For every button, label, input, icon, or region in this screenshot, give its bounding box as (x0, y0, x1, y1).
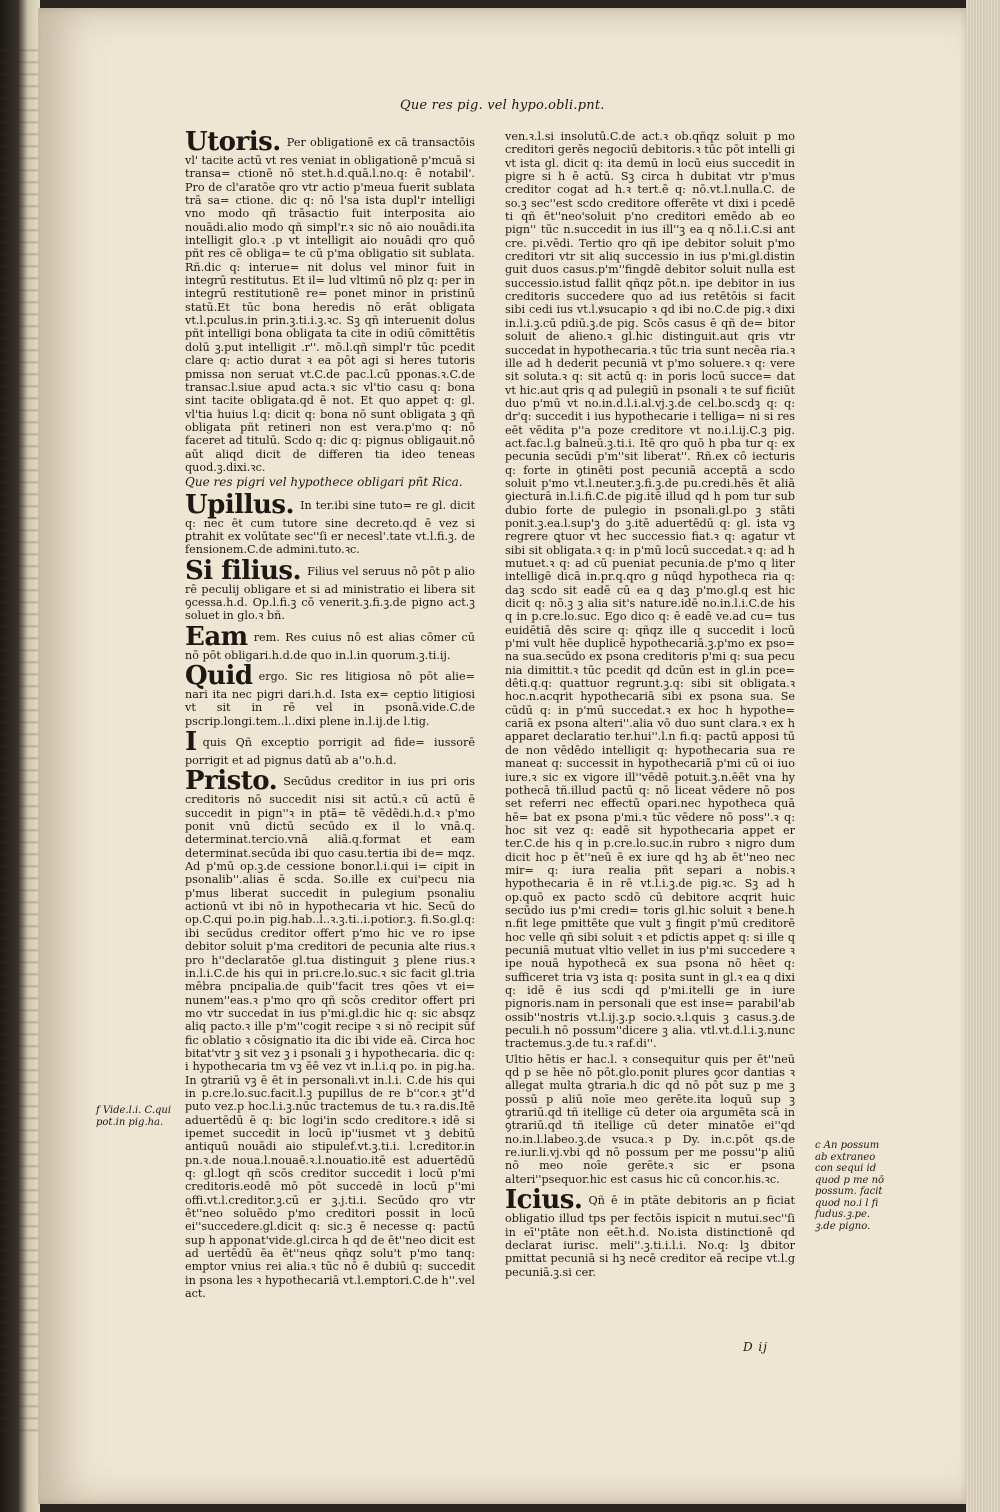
paragraph (185, 621, 475, 662)
section-rubric: Que res pigri vel hypothece obligari pñt Rica. (185, 475, 463, 490)
paragraph-text: In ter.ibi sine tuto= re gl. dicit q: nec ēt cum tutore sine decreto.qd ē vez si ꝑtrahit ex volūtate sec''ſi er necesl'.tate vt.l.fi.ꝫ. de fensionem.C.de admini.tuto.ꝛc. (185, 498, 475, 557)
paragraph (185, 727, 475, 768)
paragraph (505, 1053, 795, 1186)
paragraph (185, 489, 475, 557)
paragraph (185, 661, 475, 728)
lemma-heading: Pristo. (185, 766, 278, 797)
paragraph-text: quis Qñ exceptio porrigit ad fide= iussorē porrigit et ad pignus datū ab a''o.h.d. (185, 736, 475, 768)
margin-note-right: c An possum ab extraneo con sequi id quod p me nō possum. facit quod no.i l fi fudus.ꝫ.pe. ꝫ.de pigno. (815, 1140, 885, 1232)
paragraph (185, 766, 475, 1301)
left-column (185, 130, 475, 1370)
previous-page-edge (0, 40, 40, 1440)
paragraph (505, 1185, 795, 1279)
paragraph-text: ergo. Sic res litigiosa nō pōt alie= nari ita nec pigri dari.h.d. Ista ex= ceptio litigiosi vt sit in rē vel in psonā.vide.C.de pscrip.longi.tem..l..dixi plene in.l.ij.de l.tig. (185, 670, 475, 728)
lemma-heading: Eam (185, 621, 248, 652)
paragraph-text: rem. Res cuius nō est alias cōmer cū nō pōt obligari.h.d.de quo in.l.in quorum.ꝫ.ti.ij. (185, 630, 475, 662)
paragraph-text: Secūdus creditor in ius pri oris creditoris nō succedit nisi sit actū.ꝛ cū actū ē succedit in pign''ꝛ in ptā= tē vēdēdi.h.d.ꝛ p'mo ponit vnū dictū secūdo ex il lo vnā.q. determinat.tercio.vnā aliā.q.format et eam determinat.secūda ibi quo casu.tertia ibi de= mqz. Ad p'mū op.ꝫ.de cessione bonor.l.i.qui i= cipit in psonalib''.alias ē scda. So.ille ex cui'pecu nia p'mus liberat succedit in pulegium psonaliu actionū vt ibi nō in hypothecaria vt hic. Secū do op.C.qui po.in pig.hab..l..ꝛ.ꝫ.ti..i.potior.ꝫ. fi.So.gl.q: ibi secūdus creditor offert p'mo hic ve ro ipse debitor soluit p'ma creditori de pecunia alte rius.ꝛ pro h''declaratōe gl.tua distinguit ꝫ plene rius.ꝛ in.l.i.C.de his qui in pri.cre.lo.suc.ꝛ sic facit gl.tria mēbra pncipalia.de quib''facit tres qōes vt ei= nunem''eas.ꝛ p'mo qro qñ scōs creditor offert pri mo vtr succedat in ius p'mi.gl.dic hic q: sic absqz aliq pacto.ꝛ ille p'm''cogit recipe ꝛ si nō recipit sūf fic oblatio ꝛ cōsignatio ita dic ibi vide eā. Circa hoc bitat'vtr ꝫ sit vez ꝫ i psonali ꝫ i hypothecaria. dic q: i hypothecaria tm vꝫ ēē vez vt in.l.i.q po. in pig.ha. In ꝯtrariū vꝫ ē ēt in personali.vt in.l.i. C.de his qui in p.cre.lo.suc.facit.l.ꝫ pupillus de re b''cor.ꝛ ꝫt''d puto vez.p hoc.l.i.ꝫ.nūc tractemus de tu.ꝛ ra.dis.Itē aduertēdū ē q: bic logi'in scdo creditore.ꝛ idē si ipemet succedit in locū ip''iusmet vt ꝫ debitū antiquū nouādi aio stipulef.vt.ꝫ.ti.i. l.creditor.in pn.ꝛ.de noua.l.nouaē.ꝛ.l.nouatio.itē est aduertēdū q: gl.logt qñ scōs creditor succedit i locū p'mi creditoris.eodē mō pōt succedē in locū p''mi offi.vt.l.creditor.ꝫ.cū er ꝫ.j.ti.i. Secūdo qro vtr ēt''neo soluēdo p'mo creditori possit in locū ei''succedere.gl.dicit q: sic.ꝫ ē necesse q: pactū sup h apponat'vide.gl.circa h qd de ēt''neo dicit est ad uertēdū ēa ēt''neus qñqz solu't p'mo tanq: emptor vnius rei alia.ꝛ tūc nō ē dubiū q: succedit in psona les ꝛ hypothecariā vt.l.emptori.C.de h''.vel act. (185, 775, 475, 1301)
signature-mark: D ij (743, 1340, 768, 1354)
running-head: Que res pig. vel hypo.obli.pnt. (400, 98, 605, 113)
right-column (505, 130, 795, 1370)
paragraph-text: ven.ꝛ.l.si insolutū.C.de act.ꝛ ob.qñqz soluit p mo creditori gerēs negociū debitoris.ꝛ tūc pōt intelli gi vt ista gl. dicit q: ita demū in locū eius succedit in pigre si h ē actū. Sꝫ circa h dubitat vtr p'mus creditor cogat ad h.ꝛ tert.ē q: nō.vt.l.nulla.C. de so.ꝫ sec''est scdo creditore offerēte vt dixi i pcedē ti qñ ēt''neo'soluit p'no creditori emēdo ab eo pign'' tūc n.succedit in ius ill''ꝫ ea q nō.l.i.C.si ant cre. pi.vēdi. Tertio qro qñ ipe debitor soluit p'mo creditori vtr sit aliq successio in ius p'mi.gl.distin guit duos casus.p'm''fingdē debitor soluit nulla est successio.istud fallit qñqz pōt.n. ipe debitor in ius creditoris succedere quo ad ius retētōis si facit sibi cedi ius vt.l.ꝟsucapio ꝛ qd ibi no.C.de pig.ꝛ dixi in.l.i.ꝫ.cū pdiū.ꝫ.de pig. Scōs casus ē qñ de= bitor soluit de alieno.ꝛ gl.hic distinguit.aut qris vtr succedat in hypothecaria.ꝛ tūc tria sunt necēa ria.ꝛ ille ad h dederit pecuniā vt p'mo soluere.ꝛ q: vere sit soluta.ꝛ q: sit actū q: in poris locū succe= dat vt hic.aut qris q ad pulegiū in psonali ꝛ te suf ficiūt duo p'mū vt no.in.d.l.i.al.vj.ꝫ.de cel.bo.scdꝫ q: q: dr'q: succedit i ius hypothecarie i telliga= ni si res eēt vēdita p''a poze creditore vt no.i.l.ij.C.ꝫ pig. act.fac.l.g balneū.ꝫ.ti.i. Itē qro quō h pba tur q: ex pecunia secūdi p'm''sit liberat''. Rñ.ex cō iecturis q: forte in ꝯtinēti post pecuniā acceptā a scdo soluit p'mo vt.l.neuter.ꝫ.fi.ꝫ.de pu.credi.hēs ēt aliā ꝯiecturā in.l.i.fi.C.de pig.itē illud qd h pom tur sub dubio forte de pulegio in psonali.gl.po ꝫ stāti ponit.ꝫ.ea.l.sup'ꝫ do ꝫ.itē aduertēdū q: gl. ista vꝫ regrere ꝗtuor vt hec successio fiat.ꝛ q: agatur vt sibi sit obligata.ꝛ q: in p'mū locū succedat.ꝛ q: ad h mutuet.ꝛ q: ad cū pueniat pecunia.de p'mo q liter intelligē dicā in.pr.q.qro g nūqd hypotheca ria q: daꝫ scdo sit eadē cū ea q daꝫ p'mo.gl.q est hic dicit q: nō.ꝫ ꝫ alia sit's nature.idē no.in.l.i.C.de his q in p.cre.lo.suc. Ego dico q: ē eadē ve.ad cu= tus euidētiā dēs scire q: qñqz ille q succedit i locū p'mi vult hēe duplicē hypothecariā.ꝫ.p'mo ex pso= na sua.secūdo ex psona creditoris p'mi q: sua pecu nia dimittit.ꝛ tūc pcedit qd dcūn est in gl.in pce= dēti.q.q: quattuor regrunt.ꝫ.q: sibi sit obligata.ꝛ hoc.n.acqrit hypothecariā sibi ex psona sua. Se cūdū q: in p'mū succedat.ꝛ ex hoc h hypothe= cariā ex psona alteri''.alia vō duo sunt clara.ꝛ ex h apparet declaratio ter.hui''.l.n fi.q: pactū apposi tū de non vēdēdo intelligit q: hypothecaria sua re maneat q: successit in hypothecariā p'mi cū oi iuo iure.ꝛ sic ex vigore ill''vēdē potuit.ꝫ.n.ēēt vna hy pothecā tñ.illud pactū q: nō liceat vēdere nō pos set referri nec effectū opari.nec hypotheca quā hē= bat ex psona p'mi.ꝛ tūc vēdere nō poss''.ꝛ q: hoc sit vez q: eadē sit hypothecaria appet er ter.C.de his q in p.cre.lo.suc.in rubro ꝛ nigro dum dicit hoc p ēt''neū ē ex iure qd hꝫ ab ēt''neo nec mir= q: iura realia pñt separi a nobis.ꝛ hypothecaria ē in rē vt.l.i.ꝫ.de pig.ꝛc. Sꝫ ad h op.quō ex pacto scdō cū debitore acqrit huic secūdo ius p'mi credi= toris gl.hic soluit ꝛ bene.h n.fit lege pmittēte que vult ꝫ fingit p'mū creditorē hoc velle qñ sibi soluit ꝛ et pdictis appet q: si ille q pecuniā mutuat vltio vellet in ius p'mi succedere ꝛ ipe nouā hypothecā ex sua psona nō hēet q: sufficeret tria vꝫ ista q: posita sunt in gl.ꝛ ea q dixi q: idē ē ius scdi qd p'mi.itelli ge in iure pignoris.nam in personali que est inse= parabil'ab ossib''nostris vt.l.ij.ꝫ.p socio.ꝛ.l.quis ꝫ casus.ꝫ.de peculi.h nō possum''dicere ꝫ alia. vtl.vt.d.l.i.ꝫ.nunc tractemus.ꝫ.de tu.ꝛ raf.di''. (505, 130, 795, 1051)
paragraph-text: Qñ ē in ptāte debitoris an p ficiat obligatio illud tps per fectōis ispicit n mutui.sec''ſi in eī''ptāte non eēt.h.d. No.ista distinctionē qd declarat iurisc. meli''.ꝫ.ti.i.l.i. No.q: lꝫ dbitor pmittat pecuniā si hꝫ necē creditor eā recipe vt.l.g pecuniā.ꝫ.si cer. (505, 1194, 795, 1279)
lemma-heading: I (185, 727, 197, 758)
paragraph-text: Ultio hētis er hac.l. ꝛ consequitur quis per ēt''neū qd p se hēe nō pōt.glo.ponit plures ꝯcor dantias ꝛ allegat multa ꝯtraria.h dic qd nō pōt suz p me ꝫ possū p aliū noīe meo gerēte.ita loquū sup ꝫ ꝯtrariū.qd tñ itellige cū deter oia argumēta scā in ꝯtrariū.qd tñ itellige cū deter minatōe ei''qd no.in.l.labeo.ꝫ.de vsuca.ꝛ p Dy. in.c.pōt qs.de re.iur.li.vj.vbi qd nō possum per me possu''p aliū nō meo noīe gerēte.ꝛ sic er psona alteri''psequor.hic est casus hic cū concor.his.ꝛc. (505, 1052, 795, 1186)
lemma-heading: Utoris. (185, 130, 281, 157)
lemma-heading: Quid (185, 661, 253, 691)
paragraph-text: Per obligationē ex cā transactōis vl' tacite actū vt res veniat in obligationē p'mcuā si transa= ctionē nō stet.h.d.quā.l.no.q: ē notabil'. Pro de cl'aratōe qro vtr actio p'meua fuerit sublata trā sa= ctione. dic q: nō l'sa ista dupl'r intelligi vno modo qñ trāsactio fuit interposita aio nouādi.alio modo qñ simpl'r.ꝛ sic nō aio nouādi.ita intelligit glo.ꝛ .p vt intelligit aio nouādi qro quō pñt res cē obliga= te cū p'ma obligatio sit sublata. Rñ.dic q: interue= nit dolus vel minor fuit in integrū restitutus. Et il= lud vltimū nō plz q: per in integrū restitutionē re= ponet minor in pristinū statū.Et tūc bona heredis nō erāt obligata vt.l.pculus.in prin.ꝫ.ti.i.ꝫ.ꝛc. Sꝫ qñ interuenit dolus pñt intelligi bona obligata ta cite in odiū cōmittētis dolū ꝫ.put intelligit .r''. mō.l.qñ simpl'r tūc pcedit clare q: actio durat ꝛ ea pōt agi si heres tutoris pmissa non seruat vt.C.de pac.l.cū pponas.ꝛ.C.de transac.l.siue apud acta.ꝛ sic vl'tio casu q: bona sint tacite obligata.qd ē not. Et quo appet q: gl. vl'tia huius l.q: dicit q: bona nō sunt obligata ꝫ qñ obligata pñt retineri non est vera.p'mo q: nō faceret ad titulū. Scdo q: dic q: pignus obligauit.nō aūt aliqd dicit de differen tia ideo teneas quod.ꝫ.dixi.ꝛc. (185, 136, 475, 474)
paragraph (185, 555, 475, 623)
book-page (38, 8, 970, 1504)
lemma-heading: Icius. (505, 1185, 583, 1216)
paragraph (505, 130, 795, 1051)
paragraph-text: Filius vel seruus nō pōt p alio rē peculij obligare et si ad ministratio ei libera sit ꝯcessa.h.d. Op.l.fi.ꝫ cō venerit.ꝫ.fi.ꝫ.de pigno act.ꝫ soluet in glo.ꝛ bñ. (185, 564, 475, 623)
lemma-heading: Si filius. (185, 555, 302, 586)
page-edges (966, 0, 1000, 1512)
margin-note-left: f Vide.l.i. C.qui pot.in pig.ha. (96, 1105, 172, 1128)
lemma-heading: Upillus. (185, 489, 295, 520)
paragraph (185, 130, 475, 474)
